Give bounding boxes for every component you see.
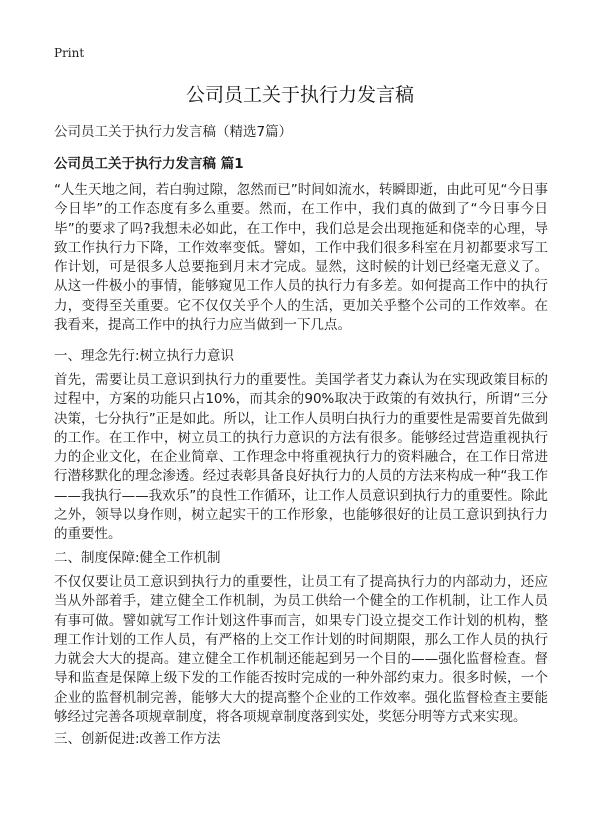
document-subtitle: 公司员工关于执行力发言稿（精选7篇） [54,124,293,140]
subheading-system: 二、制度保障:健全工作机制 [54,550,221,566]
section-heading: 公司员工关于执行力发言稿 篇1 [54,156,244,172]
body-paragraph-intro: “人生天地之间，若白驹过隙，忽然而已”时间如流水，转瞬即逝，由此可见“今日事今日毕”的工作态度有多么重要。然而，在工作中，我们真的做到了“今日事今日毕”的要求了吗?我想未必如此，在工作中，我们总是会出现拖延和侥幸的心理，导致工作执行力下降，工作效率变低。譬如，工作中我们很多科室在月初都要求写工作计划，可是很多人总要拖到月末才完成。显然，这时候的计划已经毫无意义了。从这一件极小的事情，能够窥见工作人员的执行力有多差。如何提高工作中的执行力，变得至关重要。它不仅仅关乎个人的生活，更加关乎整个公司的工作效率。在我看来，提高工作中的执行力应当做到一下几点。 [54,182,548,334]
document-title: 公司员工关于执行力发言稿 [185,84,414,106]
subheading-concept: 一、理念先行:树立执行力意识 [54,348,235,364]
body-paragraph-system: 不仅仅要让员工意识到执行力的重要性，让员工有了提高执行力的内部动力，还应当从外部着手，建立健全工作机制，为员工供给一个健全的工作机制，让工作人员有事可做。譬如就写工作计划这件事而言，如果专门设立提交工作计划的机构，整理工作计划的工作人员，有严格的上交工作计划的时间期限，那么工作人员的执行力就会大大的提高。建立健全工作机制还能起到另一个目的——强化监督检查。督导和监查是保障上级下发的工作能否按时完成的一种外部约束力。很多时候，一个企业的监督机制完善，能够大大的提高整个企业的工作效率。强化监督检查主要能够经过完善各项规章制度，将各项规章制度落到实处，奖惩分明等方式来实现。 [54,574,548,726]
subheading-innovation: 三、创新促进:改善工作方法 [54,731,221,747]
body-paragraph-concept: 首先，需要让员工意识到执行力的重要性。美国学者艾力森认为在实现政策目标的过程中，方案的功能只占10%，而其余的90%取决于政策的有效执行，所谓“三分决策，七分执行”正是如此。所以，让工作人员明白执行力的重要性是需要首先做到的工作。在工作中，树立员工的执行力意识的方法有很多。能够经过营造重视执行力的企业文化，在企业简章、工作理念中将重视执行力的资料融合，在工作日常进行潜移默化的理念渗透。经过表彰具备良好执行力的人员的方法来构成一种“我工作——我执行——我欢乐”的良性工作循环，让工作人员意识到执行力的重要性。除此之外，领导以身作则，树立起实干的工作形象，也能够很好的让员工意识到执行力的重要性。 [54,372,548,543]
print-label: Print [54,46,85,60]
